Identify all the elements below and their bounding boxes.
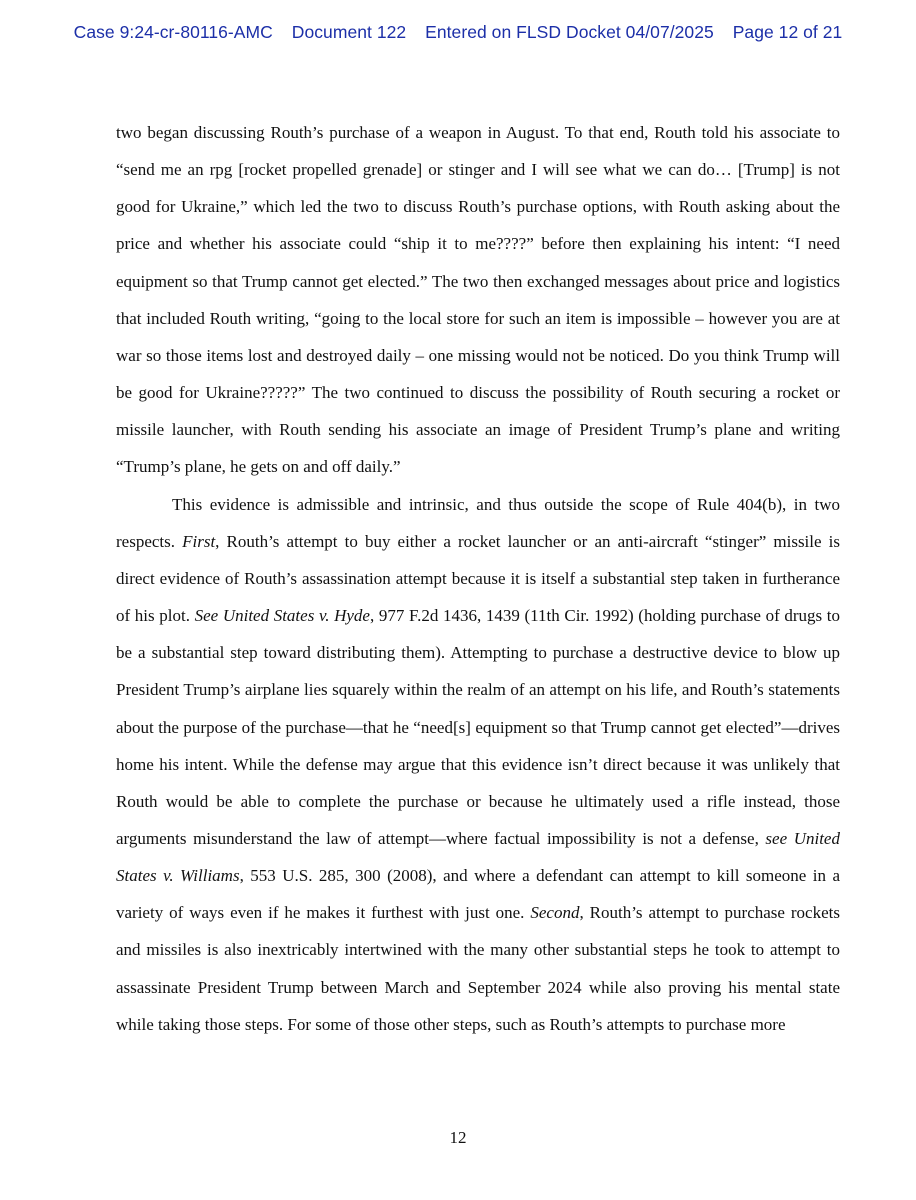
document-number: Document 122 (291, 22, 407, 42)
paragraph-1: two began discussing Routh’s purchase of a weapon in August. To that end, Routh told his associate to “send me an rpg [rocket propelled grenade] or stinger and I will see what we can do… [Trump] is not good for Ukraine,” which led the two to discuss Routh’s purchase options, with Routh asking about the price and whether his associate could “ship it to me????” before then explaining his intent: “I need equipment so that Trump cannot get elected.” The two then exchanged messages about price and logistics that included Routh writing, “going to the local store for such an item is impossible – however you are at war so those items lost and destroyed daily – one missing would not be noticed. Do you think Trump will be good for Ukraine?????” The two continued to discuss the possibility of Routh securing a rocket or missile launcher, with Routh sending his associate an image of President Trump’s plane and writing “Trump’s plane, he gets on and off daily.” (116, 123, 840, 477)
paragraph-2-text-3: , 977 F.2d 1436, 1439 (11th Cir. 1992) (holding purchase of drugs to be a substantial step toward distributing them). Attempting to purchase a destructive device to blow up President Trump’s airplane lies squarely within the realm of an attempt on his life, and Routh’s statements about the purpose of the purchase—that he “need[s] equipment so that Trump cannot get elected”—drives home his intent. While the defense may argue that this evidence isn’t direct because it was unlikely that Routh would be able to complete the purchase or because he ultimately used a rifle instead, those arguments misunderstand the law of attempt—where factual impossibility is not a defense, (116, 606, 840, 848)
citation-williams: see United States v. Williams (116, 828, 840, 886)
paragraph-2-text-1: This evidence is admissible and intrinsic, and thus outside the scope of Rule 404(b), in two respects. (116, 494, 840, 551)
emphasis-first: First (182, 531, 216, 551)
case-number: Case 9:24-cr-80116-AMC (73, 22, 273, 42)
body-text (116, 114, 840, 1043)
paragraph-2-text-4: , 553 U.S. 285, 300 (2008), and where a defendant can attempt to kill someone in a variety of ways even if he makes it furthest with just one. (116, 866, 841, 923)
docket-entry-date: Entered on FLSD Docket 04/07/2025 (425, 22, 714, 42)
page-indicator: Page 12 of 21 (732, 22, 843, 42)
paragraph-2-text-5: , Routh’s attempt to purchase rockets and missiles is also inextricably intertwined with the many other substantial steps he took to attempt to assassinate President Trump between March and September 2024 while also proving his mental state while taking those steps. For some of those other steps, such as Routh’s attempts to purchase more (116, 903, 840, 1034)
emphasis-second: Second (530, 903, 580, 923)
page-number: 12 (449, 1128, 467, 1147)
paragraph-2-text-2: , Routh’s attempt to buy either a rocket launcher or an anti-aircraft “stinger” missile is direct evidence of Routh’s assassination attempt because it is itself a substantial step taken in furtherance of his plot. (116, 531, 840, 626)
docket-header (0, 22, 916, 43)
paragraph-2 (116, 486, 840, 1043)
citation-hyde: See United States v. Hyde (194, 606, 370, 626)
